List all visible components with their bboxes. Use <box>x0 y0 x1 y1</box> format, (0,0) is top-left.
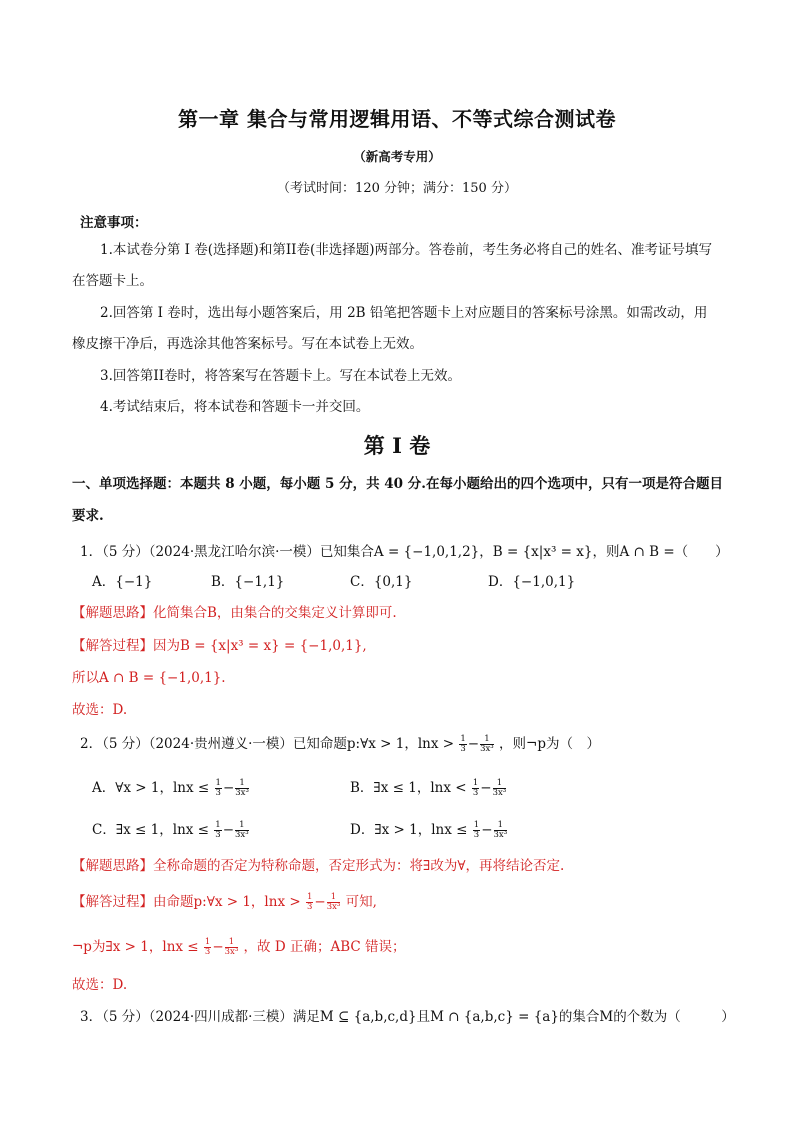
exam-info: （考试时间：120 分钟；满分：150 分） <box>277 181 517 196</box>
q1-answer: 故选：D. <box>72 702 128 718</box>
q1-option-d: D．{−1,0,1} <box>488 574 576 590</box>
q1-option-b: B．{−1,1} <box>211 574 285 590</box>
notice-heading: 注意事项： <box>80 215 148 231</box>
fraction: $\frac{1}{\text{3x³}}$ <box>235 778 249 798</box>
section-title: 第 I 卷 <box>363 433 431 458</box>
question-2-stem: 2．（5 分）（2024·贵州遵义·一模）已知命题p:∀x > 1，lnx > $\frac{1}{3}$ − $\frac{1}{\text{3x³}}$ ，则¬p为（ ） <box>80 734 600 754</box>
q2-option-b: B．∃x ≤ 1，lnx < $\frac{1}{3}$ − $\frac{1}{\text{3x³}}$ <box>350 778 507 798</box>
fraction: $\frac{1}{\text{3x³}}$ <box>493 820 508 840</box>
part-heading-cont: 要求. <box>72 508 104 524</box>
notice-item: 在答题卡上。 <box>72 273 153 289</box>
fraction: $\frac{1}{\text{3x³}}$ <box>235 820 249 840</box>
part-heading: 一、单项选择题：本题共 8 小题，每小题 5 分，共 40 分.在每小题给出的四个选项中，只有一项是符合题目 <box>72 476 723 492</box>
q2-option-d: D．∃x > 1，lnx ≤ $\frac{1}{3}$ − $\frac{1}{\text{3x³}}$ <box>350 820 508 840</box>
notice-item: 1.本试卷分第 I 卷(选择题)和第II卷(非选择题)两部分。答卷前，考生务必将自己的姓名、准考证号填写 <box>100 242 713 258</box>
q2-option-c: C．∃x ≤ 1，lnx ≤ $\frac{1}{3}$ − $\frac{1}{\text{3x³}}$ <box>92 820 249 840</box>
q2-process: 【解答过程】由命题p:∀x > 1，lnx > $\frac{1}{3}$ − $\frac{1}{\text{3x³}}$ 可知, <box>72 892 377 912</box>
q2-stem-prefix: 2．（5 分）（2024·贵州遵义·一模）已知命题p:∀x > 1，lnx > <box>80 736 455 752</box>
q1-process: 【解答过程】因为B = {x|x³ = x} = {−1,0,1}, <box>72 638 367 654</box>
fraction: $\frac{1}{3}$ <box>215 778 221 798</box>
notice-item: 3.回答第II卷时，将答案写在答题卡上。写在本试卷上无效。 <box>100 368 462 384</box>
fraction: $\frac{1}{\text{3x³}}$ <box>326 892 341 912</box>
fraction: $\frac{1}{\text{3x³}}$ <box>480 734 494 754</box>
page-title: 第一章 集合与常用逻辑用语、不等式综合测试卷 <box>178 107 616 131</box>
fraction: $\frac{1}{3}$ <box>306 892 313 912</box>
fraction: $\frac{1}{\text{3x³}}$ <box>492 778 507 798</box>
fraction: $\frac{1}{\text{3x³}}$ <box>224 937 239 957</box>
notice-item: 4.考试结束后，将本试卷和答题卡一并交回。 <box>100 399 370 415</box>
fraction: $\frac{1}{3}$ <box>215 820 221 840</box>
fraction: $\frac{1}{3}$ <box>460 734 466 754</box>
notice-item: 橡皮擦干净后，再选涂其他答案标号。写在本试卷上无效。 <box>72 336 423 352</box>
q2-option-a: A．∀x > 1，lnx ≤ $\frac{1}{3}$ − $\frac{1}{\text{3x³}}$ <box>92 778 249 798</box>
fraction: $\frac{1}{3}$ <box>204 937 211 957</box>
question-3-stem: 3．（5 分）（2024·四川成都·三模）满足M ⊆ {a,b,c,d}且M ∩ {a,b,c} = {a}的集合M的个数为（ ） <box>80 1009 735 1025</box>
q2-process-cont: ¬p为∃x > 1，lnx ≤ $\frac{1}{3}$ − $\frac{1}{\text{3x³}}$ ，故 D 正确；ABC 错误； <box>72 937 406 957</box>
notice-item: 2.回答第 I 卷时，选出每小题答案后，用 2B 铅笔把答题卡上对应题目的答案标号涂黑。如需改动，用 <box>100 305 708 321</box>
q1-process-cont: 所以A ∩ B = {−1,0,1}. <box>72 670 226 686</box>
fraction: $\frac{1}{3}$ <box>473 820 480 840</box>
page-subtitle: （新高考专用） <box>353 149 441 164</box>
question-1-stem: 1．（5 分）（2024·黑龙江哈尔滨·一模）已知集合A = {−1,0,1,2}，B = {x|x³ = x}，则A ∩ B =（ ） <box>80 544 729 560</box>
q1-option-a: A．{−1} <box>92 574 153 590</box>
q1-option-c: C．{0,1} <box>350 574 413 590</box>
q2-hint: 【解题思路】全称命题的否定为特称命题，否定形式为：将∃改为∀，再将结论否定. <box>72 858 565 874</box>
q2-answer: 故选：D. <box>72 977 128 993</box>
q1-hint: 【解题思路】化简集合B，由集合的交集定义计算即可. <box>72 605 397 621</box>
q2-stem-suffix: ，则¬p为（ ） <box>499 736 600 752</box>
fraction: $\frac{1}{3}$ <box>472 778 479 798</box>
